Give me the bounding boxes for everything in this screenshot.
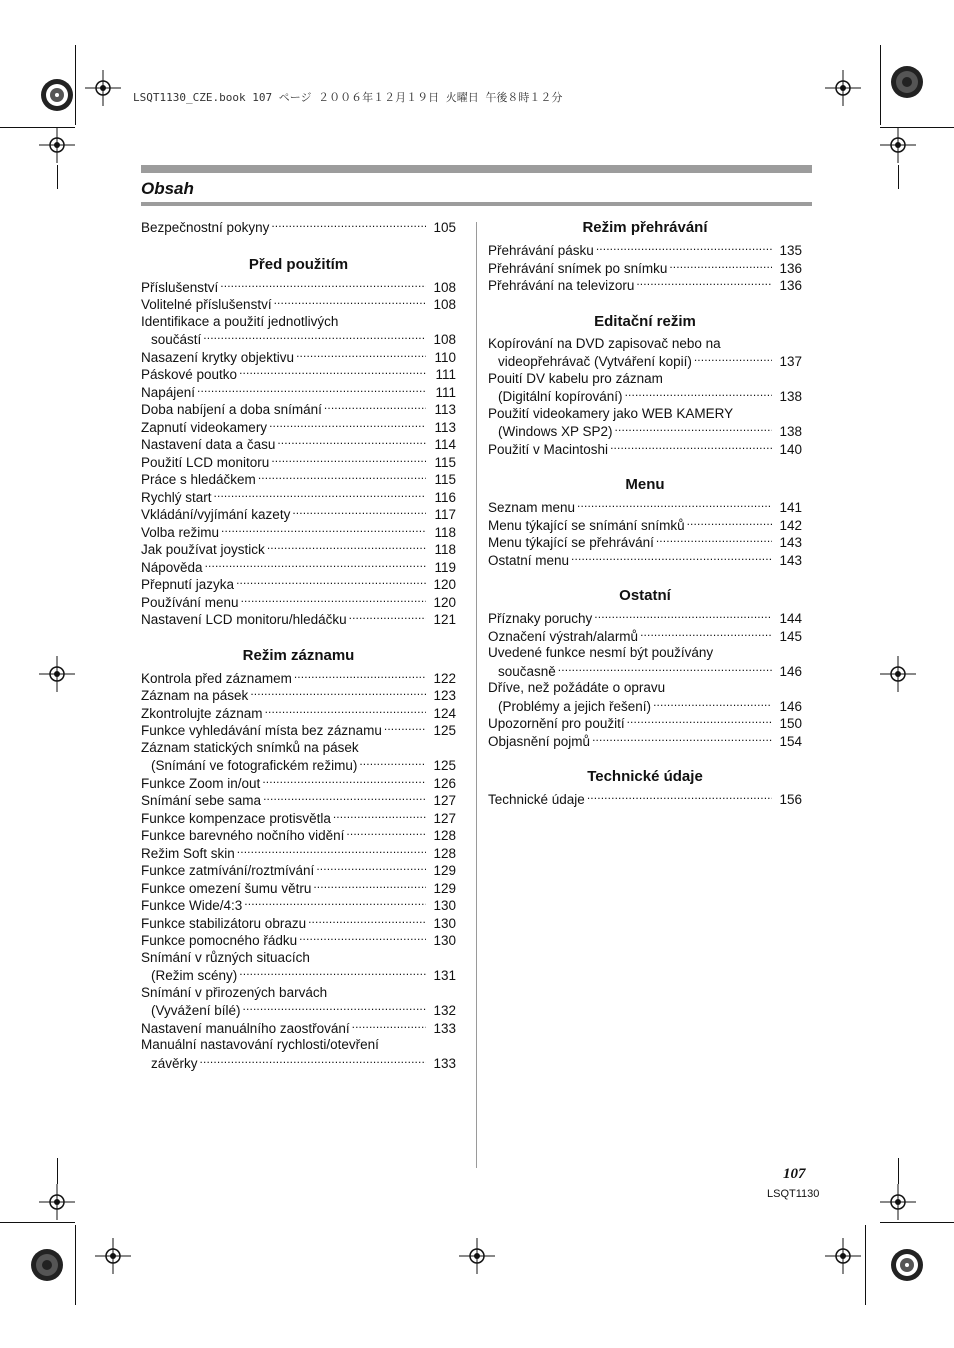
toc-entry-page: 133 [433,1020,456,1036]
toc-entry [488,714,802,733]
toc-leader-dots [346,826,426,840]
toc-entry [141,435,456,454]
toc-entry-page: 127 [433,810,456,826]
toc-leader-dots [277,435,426,449]
toc-leader-dots [324,400,426,414]
toc-entry-label: Přepnutí jazyka [141,577,235,592]
toc-entry-label: Nastavení LCD monitoru/hledáčku [141,612,347,627]
toc-entry-label: Zapnutí videokamery [141,419,268,435]
toc-entry-page: 154 [779,733,802,749]
toc-entry-label: Upozornění pro použití [488,716,625,731]
toc-entry-label: Kopírování na DVD zapisovač nebo na [488,335,721,351]
toc-entry-page: 111 [435,367,456,382]
toc-entry-page: 142 [779,517,802,533]
crop-line [880,1222,954,1223]
toc-entry-page: 130 [433,898,456,913]
toc-entry [141,295,456,314]
toc-leader-dots [333,809,426,823]
toc-entry-label: Manuální nastavování rychlosti/otevření [141,1037,379,1052]
toc-entry-label: Napájení [141,384,196,400]
crop-line [75,1225,76,1305]
toc-entry [141,348,456,367]
toc-entry [488,627,802,646]
toc-entry [488,498,802,517]
toc-entry [141,686,456,705]
toc-leader-dots [656,533,772,547]
toc-entry-page: 116 [434,489,456,505]
toc-leader-dots [221,523,426,537]
crosshair-mark-icon [880,1184,916,1220]
toc-entry-label: Menu týkající se přehrávání [488,535,654,550]
toc-entry [141,966,456,985]
toc-leader-dots [384,721,426,735]
toc-entry-label: Identifikace a použití jednotlivých [141,313,339,329]
toc-entry-label: (Digitální kopírování) [498,389,623,404]
toc-entry-label: závěrky [151,1055,198,1071]
crosshair-mark-icon [459,1238,495,1274]
toc-entry-label: Nasazení krytky objektivu [141,349,295,365]
toc-entry-label: Volitelné příslušenství [141,297,272,312]
toc-entry-page: 128 [433,828,456,843]
title-bar-bottom [141,202,812,206]
toc-entry-label: Nastavení manuálního zaostřování [141,1020,350,1036]
toc-entry [141,488,456,507]
toc-entry [141,383,456,402]
section-heading: Menu [625,476,665,493]
toc-entry-page: 118 [434,524,456,540]
toc-leader-dots [316,861,426,875]
toc-entry [141,826,456,845]
toc-entry-page: 137 [779,354,802,369]
toc-entry-page: 132 [433,1003,456,1018]
toc-entry [141,1001,456,1020]
toc-entry-page: 124 [433,705,456,721]
toc-entry-label: (Vyvážení bílé) [151,1003,241,1018]
toc-entry-label: Menu týkající se snímání snímků [488,517,685,533]
toc-entry-label: Volba režimu [141,524,220,540]
toc-entry-label: Páskové poutko [141,367,238,382]
toc-leader-dots [269,418,426,432]
toc-entry-label: Nápověda [141,559,203,575]
toc-entry-label: Funkce omezení šumu větru [141,880,312,896]
toc-entry-label: Označení výstrah/alarmů [488,628,639,644]
toc-entry [141,914,456,933]
toc-leader-dots [313,879,426,893]
column-divider [476,222,477,1168]
toc-entry-label: Vkládání/vyjímání kazety [141,507,291,522]
section-heading: Editační režim [594,312,696,330]
crosshair-mark-icon [880,656,916,692]
crop-line [57,165,58,189]
toc-leader-dots [640,627,772,641]
toc-entry-label: Funkce vyhledávání místa bez záznamu [141,723,382,738]
toc-entry [141,218,456,237]
toc-entry [141,470,456,489]
crop-line [75,45,76,125]
toc-entry-label: Příslušenství [141,279,219,295]
toc-entry-page: 110 [434,349,456,365]
toc-entry-page: 135 [779,243,802,258]
toc-entry-page: 143 [779,552,802,568]
toc-leader-dots [349,610,426,624]
toc-leader-dots [687,516,772,530]
toc-entry [141,418,456,437]
toc-entry-page: 133 [433,1055,456,1071]
section-heading: Ostatní [619,587,671,604]
crop-line [0,1222,75,1223]
toc-entry-label: Objasnění pojmů [488,733,591,749]
toc-entry-label: Záznam statických snímků na pásek [141,739,359,755]
toc-leader-dots [308,914,426,928]
toc-entry-label: (Windows XP SP2) [498,424,613,439]
toc-leader-dots [205,558,426,572]
toc-entry-label: (Režim scény) [151,968,238,983]
toc-entry-label: Použití videokamery jako WEB KAMERY [488,405,734,421]
toc-entry [141,704,456,723]
toc-entry-page: 111 [435,384,456,400]
toc-entry [488,440,802,459]
toc-entry [488,422,802,441]
toc-entry-label: Doba nabíjení a doba snímání [141,402,322,417]
toc-entry-label: současně [498,663,556,679]
toc-leader-dots [220,278,426,292]
toc-leader-dots [352,1019,426,1033]
toc-leader-dots [271,453,426,467]
toc-entry [141,879,456,898]
toc-entry-page: 130 [433,933,456,948]
section-heading: Režim přehrávání [582,219,708,236]
toc-entry-label: Funkce stabilizátoru obrazu [141,915,307,931]
crop-line [898,1158,899,1184]
toc-leader-dots [558,662,772,676]
title-bar-top [141,165,812,173]
toc-entry [141,278,456,297]
toc-entry-label: Kontrola před záznamem [141,670,292,686]
toc-entry-page: 120 [433,594,456,610]
crop-line [880,127,954,128]
toc-entry [488,609,802,628]
toc-leader-dots [636,276,772,290]
toc-leader-dots [200,1054,426,1068]
toc-entry [488,697,802,716]
toc-entry-page: 125 [433,723,456,738]
toc-entry [488,551,802,570]
toc-entry-page: 141 [779,500,802,515]
toc-leader-dots [250,686,426,700]
toc-entry-label: (Snímání ve fotografickém režimu) [151,758,358,773]
toc-entry-page: 108 [433,332,456,347]
toc-entry-page: 115 [434,472,456,487]
toc-entry-label: Práce s hledáčkem [141,472,256,487]
toc-entry-label: Přehrávání na televizoru [488,278,635,293]
toc-entry [488,516,802,535]
toc-leader-dots [592,732,772,746]
toc-entry-label: Funkce Zoom in/out [141,775,261,791]
toc-entry [141,774,456,793]
registration-rosette-icon [30,1248,64,1282]
toc-entry-label: Pouití DV kabelu pro záznam [488,370,663,386]
toc-entry-page: 105 [433,220,456,235]
crop-line [57,1158,58,1184]
toc-entry-page: 118 [434,542,456,557]
toc-entry [488,352,802,371]
crosshair-mark-icon [825,1238,861,1274]
toc-leader-dots [596,241,772,255]
toc-leader-dots [610,440,772,454]
toc-entry-label: Nastavení data a času [141,437,276,452]
toc-entry-label: Snímání v přirozených barvách [141,984,328,1000]
toc-entry-page: 143 [779,535,802,550]
book-header-line: LSQT1130_CZE.book 107 ページ ２００６年１２月１９日 火曜日 午後８時１２分 [133,91,563,104]
toc-entry-page: 129 [433,880,456,896]
toc-leader-dots [197,383,426,397]
toc-entry [141,365,456,384]
toc-entry-label: Přehrávání pásku [488,243,594,258]
toc-leader-dots [587,790,772,804]
toc-entry-label: Jak používat joystick [141,542,265,557]
toc-entry [488,387,802,406]
toc-entry [488,732,802,751]
toc-entry [488,790,802,809]
toc-leader-dots [203,330,426,344]
toc-leader-dots [262,774,426,788]
page-number: 107 [783,1166,806,1182]
toc-entry [488,276,802,295]
toc-entry-label: Technické údaje [488,792,585,807]
toc-entry [141,610,456,629]
crop-line [0,127,75,128]
toc-entry [141,505,456,524]
crosshair-mark-icon [880,127,916,163]
toc-entry-page: 121 [433,612,456,627]
toc-entry-label: Uvedené funkce nesmí být používány [488,645,714,660]
toc-entry-page: 127 [433,793,456,808]
toc-entry [141,931,456,950]
crosshair-mark-icon [85,70,121,106]
toc-entry-label: Snímání v různých situacích [141,949,310,965]
toc-entry-page: 144 [779,611,802,626]
section-heading: Před použitím [248,255,349,273]
toc-leader-dots [243,1001,426,1015]
crop-line [880,45,881,125]
toc-entry [141,330,456,349]
toc-entry [488,662,802,681]
toc-entry [141,400,456,419]
toc-entry-label: Rychlý start [141,489,212,505]
crop-line [898,165,899,189]
toc-leader-dots [615,422,772,436]
toc-entry [141,1019,456,1038]
toc-entry-label: Používání menu [141,594,239,610]
toc-entry [141,844,456,863]
toc-entry-label: Funkce kompenzace protisvětla [141,810,331,826]
toc-entry-label: Funkce pomocného řádku [141,933,298,948]
crosshair-mark-icon [39,1184,75,1220]
toc-entry-label: součástí [151,332,202,347]
toc-entry-label: Příznaky poruchy [488,611,593,626]
toc-entry [141,791,456,810]
toc-entry-page: 146 [779,663,802,679]
toc-leader-dots [292,505,426,519]
toc-leader-dots [263,791,426,805]
toc-entry-page: 108 [433,297,456,312]
toc-entry-page: 136 [779,260,802,276]
registration-rosette-icon [40,78,74,112]
crosshair-mark-icon [39,127,75,163]
toc-entry-page: 126 [433,775,456,791]
toc-entry [488,533,802,552]
toc-leader-dots [244,896,426,910]
toc-entry-page: 120 [433,577,456,592]
toc-leader-dots [299,931,426,945]
toc-entry-page: 150 [779,716,802,731]
toc-leader-dots [625,387,772,401]
toc-leader-dots [265,704,426,718]
toc-entry-page: 138 [779,389,802,404]
toc-entry-page: 123 [433,688,456,703]
toc-entry-page: 117 [434,507,456,522]
toc-entry [141,1054,456,1073]
toc-leader-dots [359,756,426,770]
toc-leader-dots [669,259,772,273]
toc-entry-label: Bezpečnostní pokyny [141,220,270,235]
toc-entry-page: 146 [779,698,802,714]
toc-leader-dots [258,470,426,484]
toc-leader-dots [237,844,426,858]
toc-leader-dots [214,488,426,502]
toc-entry-label: Snímání sebe sama [141,793,262,808]
toc-entry-page: 128 [433,845,456,861]
toc-leader-dots [627,714,772,728]
toc-entry [488,241,802,260]
toc-entry-page: 140 [779,441,802,457]
crosshair-mark-icon [825,70,861,106]
toc-leader-dots [239,365,426,379]
toc-leader-dots [571,551,772,565]
toc-entry [141,540,456,559]
toc-entry [141,453,456,472]
crosshair-mark-icon [95,1238,131,1274]
toc-leader-dots [294,669,426,683]
toc-leader-dots [239,966,426,980]
toc-entry-page: 130 [433,915,456,931]
toc-entry-page: 108 [433,279,456,295]
crosshair-mark-icon [39,656,75,692]
toc-entry-label: Funkce zatmívání/roztmívání [141,863,315,878]
toc-entry-label: Funkce Wide/4:3 [141,898,243,913]
toc-leader-dots [267,540,426,554]
toc-leader-dots [594,609,772,623]
toc-entry [141,558,456,577]
toc-entry-label: videopřehrávač (Vytváření kopií) [498,354,692,369]
toc-entry-label: Funkce barevného nočního vidění [141,828,345,843]
toc-entry-label: Použití LCD monitoru [141,454,270,470]
toc-entry [141,523,456,542]
toc-entry-label: Seznam menu [488,500,576,515]
toc-entry-page: 115 [434,454,456,470]
toc-leader-dots [271,218,426,232]
toc-entry-page: 114 [434,437,456,452]
registration-rosette-icon [890,65,924,99]
toc-entry-page: 156 [779,792,802,807]
toc-entry-label: Použití v Macintoshi [488,441,609,457]
toc-entry-page: 129 [433,863,456,878]
toc-entry-label: Ostatní menu [488,552,570,568]
toc-entry [141,896,456,915]
toc-entry-page: 113 [434,402,456,417]
toc-entry-label: Režim Soft skin [141,845,235,861]
toc-entry [141,809,456,828]
toc-entry-page: 125 [433,758,456,773]
page-title: Obsah [141,179,194,198]
toc-entry [488,259,802,278]
document-code: LSQT1130 [767,1188,820,1200]
toc-leader-dots [241,593,426,607]
toc-entry-page: 138 [779,424,802,439]
toc-entry [141,575,456,594]
crop-line [865,1225,866,1305]
toc-leader-dots [577,498,772,512]
toc-entry [141,593,456,612]
toc-entry-page: 122 [433,670,456,686]
toc-leader-dots [274,295,426,309]
toc-entry-label: Přehrávání snímek po snímku [488,260,668,276]
toc-entry-page: 119 [434,559,456,575]
toc-leader-dots [694,352,772,366]
toc-leader-dots [653,697,772,711]
toc-entry-page: 145 [779,628,802,644]
section-heading: Technické údaje [587,768,703,785]
toc-entry [141,721,456,740]
toc-entry [141,756,456,775]
toc-entry-label: Zkontrolujte záznam [141,705,263,721]
toc-entry-page: 131 [433,968,456,983]
toc-entry-label: Dříve, než požádáte o opravu [488,680,666,695]
toc-entry-label: (Problémy a jejich řešení) [498,698,652,714]
registration-rosette-icon [890,1248,924,1282]
toc-entry-label: Záznam na pásek [141,688,249,703]
toc-leader-dots [236,575,426,589]
toc-entry-page: 113 [434,419,456,435]
section-heading: Režim záznamu [242,646,355,664]
toc-entry [141,669,456,688]
toc-entry [141,861,456,880]
toc-entry-page: 136 [779,278,802,293]
toc-leader-dots [296,348,426,362]
